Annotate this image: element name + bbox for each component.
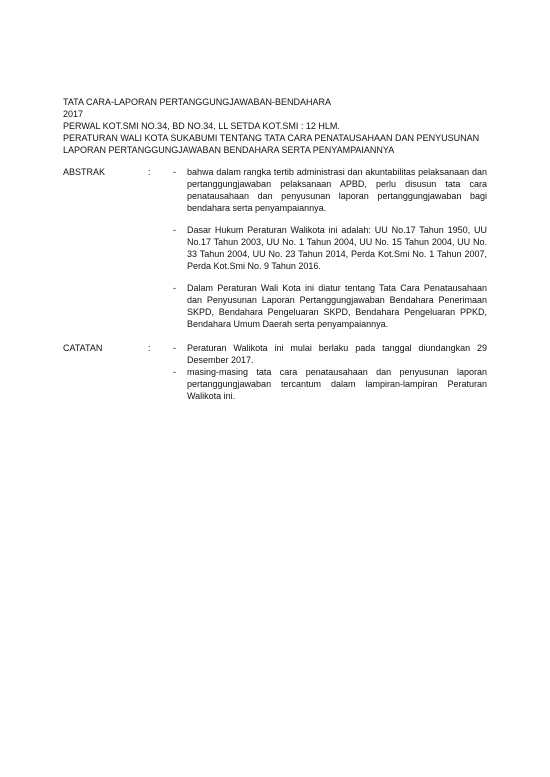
abstrak-item	[173, 166, 487, 214]
catatan-item-text: masing-masing tata cara penatausahaan dan penyusunan laporan pertanggungjawaban tercantum dalam lampiran-lampiran Peraturan Walikota ini.	[187, 367, 487, 401]
document-subject-line-1: PERATURAN WALI KOTA SUKABUMI TENTANG TATA CARA PENATAUSAHAAN DAN PENYUSUNAN	[63, 133, 480, 143]
dash-bullet: -	[173, 367, 176, 377]
catatan-item	[173, 342, 487, 366]
document-reference: PERWAL KOT.SMI NO.34, BD NO.34, LL SETDA KOT.SMI : 12 HLM.	[63, 121, 340, 131]
dash-bullet: -	[173, 167, 176, 177]
abstrak-item	[173, 224, 487, 272]
catatan-colon: :	[148, 343, 151, 353]
dash-bullet: -	[173, 225, 176, 235]
abstrak-section	[63, 166, 487, 330]
document-year: 2017	[63, 109, 84, 119]
catatan-item-text: Peraturan Walikota ini mulai berlaku pada tanggal diundangkan 29 Desember 2017.	[187, 343, 487, 365]
catatan-item	[173, 366, 487, 402]
catatan-section	[63, 342, 487, 402]
catatan-items	[173, 342, 487, 402]
abstrak-items	[173, 166, 487, 330]
abstrak-item	[173, 282, 487, 330]
document-title: TATA CARA-LAPORAN PERTANGGUNGJAWABAN-BENDAHARA	[63, 97, 332, 107]
document-header	[63, 96, 487, 156]
document-page	[63, 96, 487, 402]
abstrak-item-text: Dasar Hukum Peraturan Walikota ini adalah: UU No.17 Tahun 1950, UU No.17 Tahun 2003, UU No. 1 Tahun 2004, UU No. 15 Tahun 2004, UU No. 33 Tahun 2004, UU No. 23 Tahun 2014, Perda Kot.Smi No. 1 Tahun 2007, Perda Kot.Smi No. 9 Tahun 2016.	[187, 225, 487, 271]
abstrak-label: ABSTRAK	[63, 167, 106, 177]
abstrak-colon: :	[148, 167, 151, 177]
catatan-label: CATATAN	[63, 343, 103, 353]
abstrak-item-text: Dalam Peraturan Wali Kota ini diatur tentang Tata Cara Penatausahaan dan Penyusunan Laporan Pertanggungjawaban Bendahara Penerimaan SKPD, Bendahara Pengeluaran SKPD, Bendahara Pengeluaran PPKD, Bendahara Umum Daerah serta penyampaiannya.	[187, 283, 487, 329]
document-subject-line-2: LAPORAN PERTANGGUNGJAWABAN BENDAHARA SERTA PENYAMPAIANNYA	[63, 145, 395, 155]
abstrak-item-text: bahwa dalam rangka tertib administrasi dan akuntabilitas pelaksanaan dan pertanggungjawaban pelaksanaan APBD, perlu disusun tata cara penatausahaan dan penyusunan laporan pertanggungjawaban bagi bendahara serta penyampaiannya.	[187, 167, 487, 213]
dash-bullet: -	[173, 283, 176, 293]
dash-bullet: -	[173, 343, 176, 353]
